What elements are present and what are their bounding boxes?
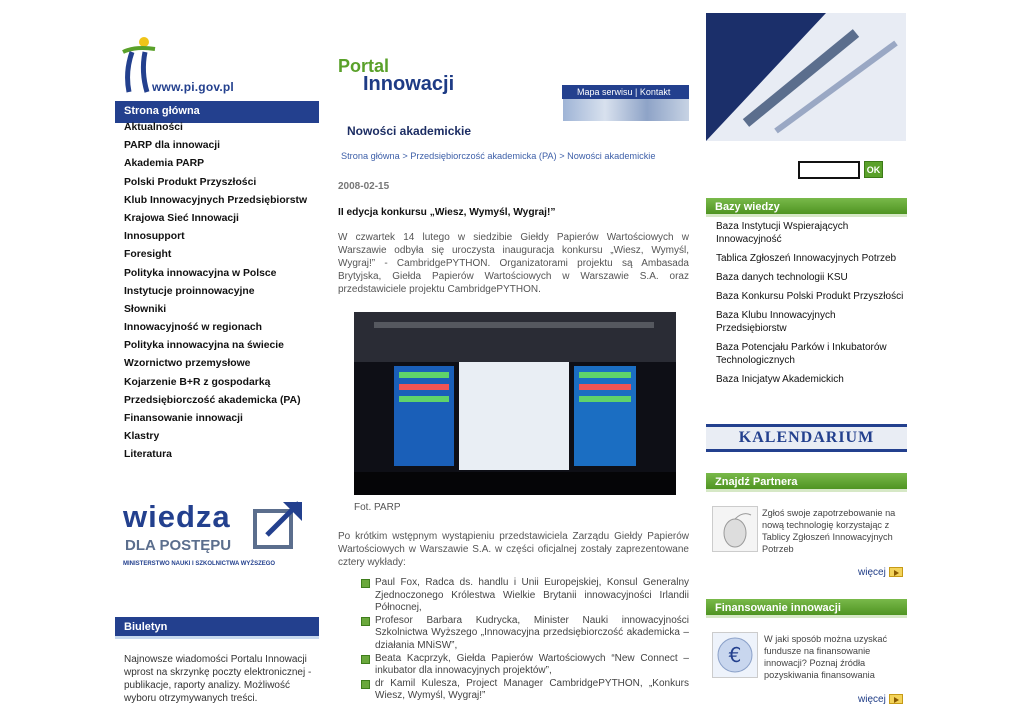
breadcrumb-separator: >	[559, 151, 565, 161]
portal-title-line1: Portal	[338, 56, 390, 76]
nav-item-foresight[interactable]: Foresight	[124, 249, 172, 261]
nav-item-finansowanie[interactable]: Finansowanie innowacji	[124, 413, 243, 424]
nav-item-akademia-parp[interactable]: Akademia PARP	[124, 158, 205, 170]
portal-title-line2: Innowacji	[363, 73, 455, 95]
list-item: dr Kamil Kulesza, Project Manager CambridgePYTHON, „Konkurs Wiesz, Wymyśl, Wygraj!”	[361, 678, 689, 703]
baza-item[interactable]: Baza Potencjału Parków i Inkubatorów Technologicznych	[716, 342, 887, 366]
bazy-wiedzy-list	[716, 220, 906, 392]
more-link-label[interactable]: więcej	[858, 694, 886, 705]
biuletyn-header[interactable]: Biuletyn	[115, 617, 319, 639]
list-item: Beata Kacprzyk, Giełda Papierów Wartościowych “New Connect – inkubator dla innowacyjnych projektów”,	[361, 653, 689, 678]
nav-item-pa[interactable]: Przedsiębiorczość akademicka (PA)	[124, 394, 301, 406]
partner-more-link[interactable]	[858, 567, 903, 578]
nav-item-polski-produkt[interactable]: Polski Produkt Przyszłości	[124, 176, 257, 188]
nav-item-klastry[interactable]: Klastry	[124, 431, 160, 443]
nav-item-aktualnosci[interactable]: Aktualności	[124, 122, 183, 133]
baza-item[interactable]: Tablica Zgłoszeń Innowacyjnych Potrzeb	[716, 253, 897, 264]
article-paragraph-2: Po krótkim wstępnym wystąpieniu przedstawiciela Zarządu Giełdy Papierów Wartościowych w Warszawie S.A. w części oficjalnej zostały zaprezentowane cztery wykłady:	[338, 531, 689, 568]
arrow-up-right-icon	[253, 499, 305, 549]
nav-item-wzornictwo[interactable]: Wzornictwo przemysłowe	[124, 358, 251, 370]
nav-item-polityka-polska[interactable]: Polityka innowacyjna w Polsce	[124, 267, 277, 279]
article-date: 2008-02-15	[338, 181, 390, 192]
bazy-wiedzy-header: Bazy wiedzy	[706, 198, 907, 217]
nav-item-kojarzenie[interactable]: Kojarzenie B+R z gospodarką	[124, 376, 271, 388]
left-navigation	[124, 122, 324, 468]
breadcrumb-home[interactable]: Strona główna	[341, 151, 400, 161]
top-links[interactable]: Mapa serwisu | Kontakt	[577, 87, 671, 97]
finansowanie-header: Finansowanie innowacji	[706, 599, 907, 618]
more-link-label[interactable]: więcej	[858, 567, 886, 578]
article-photo	[354, 312, 676, 495]
finansowanie-more-link[interactable]	[858, 694, 903, 705]
euro-icon	[712, 632, 758, 678]
header-photo-strip	[563, 99, 689, 121]
article-title: II edycja konkursu „Wiesz, Wymyśl, Wygraj!”	[338, 207, 556, 218]
stock-exchange-screens-image	[354, 312, 676, 495]
finansowanie-description: W jaki sposób można uzyskać fundusze na finansowanie innowacji? Poznaj źródła pozyskiwania finansowania	[764, 634, 888, 680]
breadcrumb	[341, 151, 655, 161]
mouse-icon	[712, 506, 758, 552]
lectures-list	[361, 577, 689, 703]
svg-text:€: €	[728, 643, 742, 667]
wiedza-banner-line2: DLA POSTĘPU	[125, 537, 232, 554]
list-item: Profesor Barbara Kudrycka, Minister Nauki innowacyjności Szkolnictwa Wyższego „Innowacyjna przedsiębiorczość akademicka – działania MNiSW”,	[361, 615, 689, 653]
baza-item[interactable]: Baza Instytucji Wspierających Innowacyjność	[716, 221, 849, 245]
nav-item-parp-dla-innowacji[interactable]: PARP dla innowacji	[124, 140, 221, 152]
nav-item-literatura[interactable]: Literatura	[124, 449, 172, 461]
search-ok-button[interactable]: OK	[864, 161, 883, 178]
nav-item-instytucje[interactable]: Instytucje proinnowacyjne	[124, 285, 255, 297]
wiedza-dla-postepu-banner[interactable]	[115, 493, 320, 575]
section-title: Nowości akademickie	[347, 124, 472, 138]
header-keyboard-photo	[706, 13, 906, 141]
wiedza-banner-line3: MINISTERSTWO NAUKI I SZKOLNICTWA WYŻSZEGO	[123, 561, 276, 567]
home-nav-header[interactable]: Strona główna	[115, 101, 319, 123]
site-url-logo-text: www.pi.gov.pl	[152, 80, 234, 94]
baza-item[interactable]: Baza Klubu Innowacyjnych Przedsiębiorstw	[716, 310, 836, 334]
photo-caption: Fot. PARP	[354, 502, 401, 513]
partner-description: Zgłoś swoje zapotrzebowanie na nową technologię korzystając z Tablicy Zgłoszeń Innowacyjnych Potrzeb	[762, 508, 896, 554]
breadcrumb-separator: >	[402, 151, 408, 161]
search-input[interactable]	[798, 161, 860, 179]
nav-item-ksi[interactable]: Krajowa Sieć Innowacji	[124, 212, 239, 224]
znajdz-partnera-header: Znajdź Partnera	[706, 473, 907, 492]
list-item: Paul Fox, Radca ds. handlu i Unii Europejskiej, Konsul Generalny Zjednoczonego Królestwa Wielkie Brytanii innowacyjności Irlandii Północnej,	[361, 577, 689, 615]
nav-item-regiony[interactable]: Innowacyjność w regionach	[124, 322, 262, 334]
article-paragraph-1: W czwartek 14 lutego w siedzibie Giełdy Papierów Wartościowych w Warszawie odbyła się uroczysta inauguracja konkursu „Wiesz, Wymyśl, Wygraj!” - CambridgePYTHON. Organizatorami projektu są Ambasada Brytyjska, Giełda Papierów Wartościowych w Warszawie S.A. oraz przedstawiciele projektu CambridgePYTHON.	[338, 232, 689, 295]
baza-item[interactable]: Baza danych technologii KSU	[716, 272, 848, 283]
wiedza-banner-line1: wiedza	[123, 499, 231, 534]
breadcrumb-pa[interactable]: Przedsiębiorczość akademicka (PA)	[410, 151, 557, 161]
baza-item[interactable]: Baza Inicjatyw Akademickich	[716, 374, 844, 385]
biuletyn-description: Najnowsze wiadomości Portalu Innowacji wprost na skrzynkę poczty elektronicznej - publikacje, raporty analizy. Możliwość wyboru otrzymywanych treści.	[124, 654, 312, 704]
baza-item[interactable]: Baza Konkursu Polski Produkt Przyszłości	[716, 291, 904, 302]
nav-item-slowniki[interactable]: Słowniki	[124, 303, 167, 315]
nav-item-klub[interactable]: Klub Innowacyjnych Przedsiębiorstw	[124, 194, 308, 206]
nav-item-polityka-swiat[interactable]: Polityka innowacyjna na świecie	[124, 340, 284, 352]
kalendarium-banner[interactable]: KALENDARIUM	[706, 424, 907, 452]
nav-item-innosupport[interactable]: Innosupport	[124, 231, 185, 243]
arrow-right-icon	[889, 694, 903, 704]
arrow-right-icon	[889, 567, 903, 577]
breadcrumb-current[interactable]: Nowości akademickie	[567, 151, 656, 161]
